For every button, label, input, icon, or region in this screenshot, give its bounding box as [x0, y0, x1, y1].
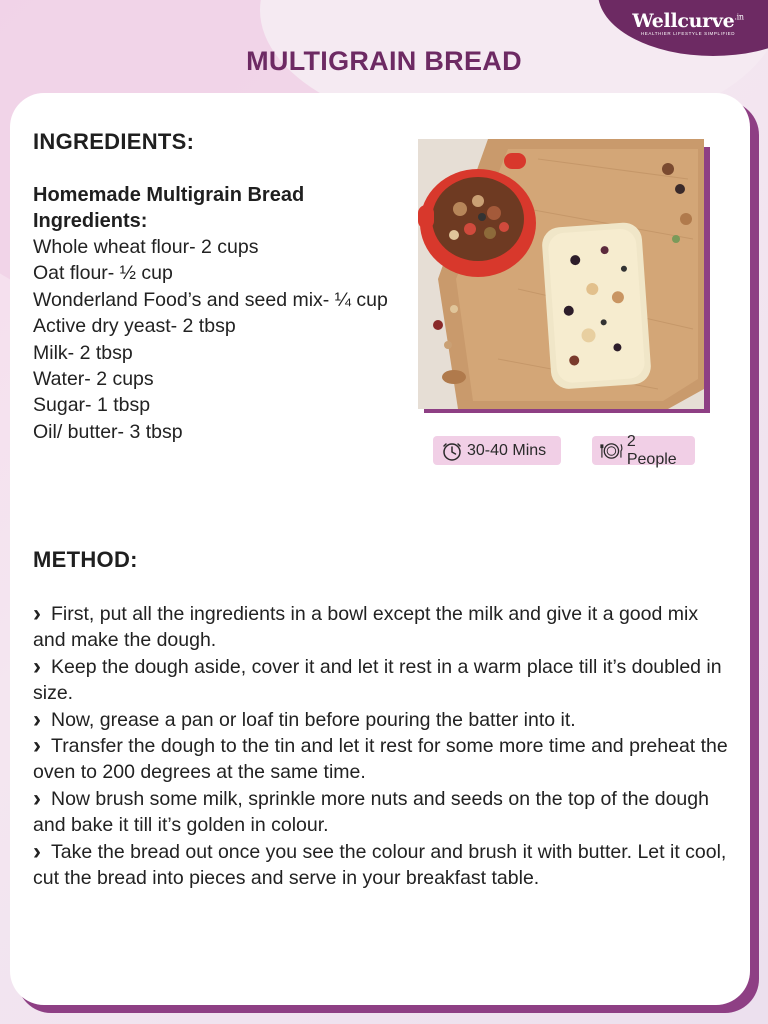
bread-photo-illustration	[418, 139, 704, 409]
plate-icon	[600, 440, 623, 462]
brand-tagline: HEALTHIER LIFESTYLE SIMPLIFIED	[640, 31, 736, 36]
ingredient-item: Oat flour- ½ cup	[33, 262, 173, 285]
ingredient-item: Whole wheat flour- 2 cups	[33, 236, 259, 258]
method-step: › First, put all the ingredients in a bowl except the milk and give it a good mix and make the dough.	[33, 601, 733, 654]
time-badge	[433, 436, 561, 465]
ingredient-item: Milk- 2 tbsp	[33, 341, 133, 364]
ingredients-heading: INGREDIENTS:	[33, 129, 195, 154]
method-step: › Now, grease a pan or loaf tin before pouring the batter into it.	[33, 707, 733, 733]
ingredients-list	[33, 234, 388, 445]
time-label: 30-40 Mins	[467, 441, 547, 459]
bread-photo	[418, 139, 704, 409]
ingredient-item: Active dry yeast- 2 tbsp	[33, 315, 236, 338]
brand-name: Wellcurve	[632, 10, 735, 32]
method-steps	[33, 601, 733, 891]
ingredient-item: Oil/ butter- 3 tbsp	[33, 420, 183, 443]
clock-icon	[441, 440, 463, 462]
serves-label: 2 People	[626, 432, 677, 468]
brand-suffix: .in	[734, 12, 744, 22]
method-step: › Now brush some milk, sprinkle more nuts and seeds on the top of the dough and bake it till it’s golden in colour.	[33, 786, 733, 839]
ingredient-item: Water- 2 cups	[33, 368, 154, 391]
method-step: › Transfer the dough to the tin and let it rest for some more time and preheat the oven to 200 degrees at the same time.	[33, 733, 733, 786]
ingredient-item: Sugar- 1 tbsp	[33, 394, 151, 417]
method-step: › Keep the dough aside, cover it and let it rest in a warm place till it’s doubled in size.	[33, 654, 733, 707]
ingredient-item: Wonderland Food’s and seed mix- ¼ cup	[33, 288, 388, 311]
brand-logo[interactable]	[618, 10, 758, 36]
ingredients-subtitle: Homemade Multigrain Bread Ingredients:	[33, 184, 305, 232]
serves-badge	[592, 432, 695, 468]
method-step: › Take the bread out once you see the colour and brush it with butter. Let it cool, cut the bread into pieces and serve in your breakfast table.	[33, 839, 733, 892]
method-heading: METHOD:	[33, 547, 138, 572]
page-title: MULTIGRAIN BREAD	[246, 46, 522, 76]
